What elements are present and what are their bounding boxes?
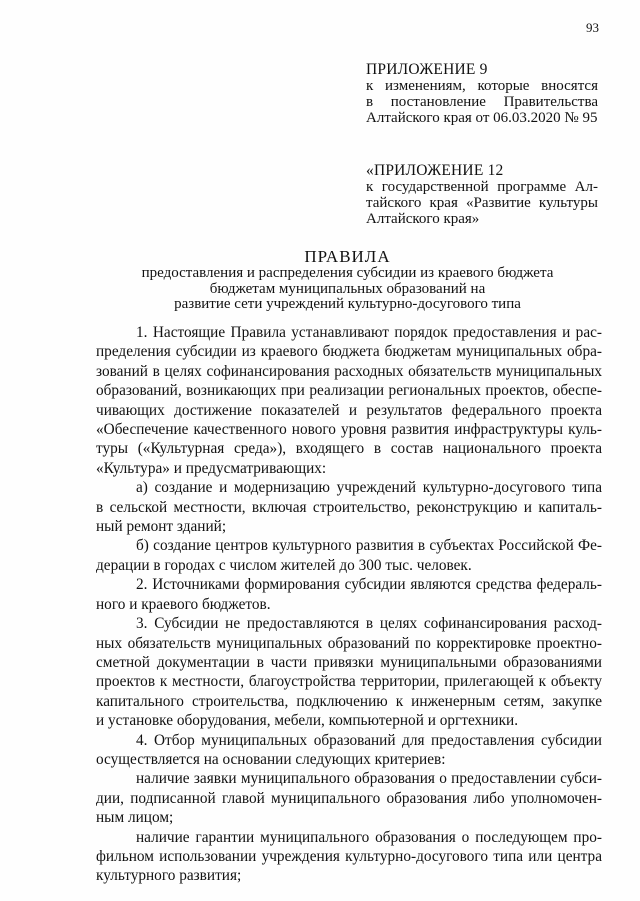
appendix-12-line: к государственной программе Ал- [366,179,598,195]
appendix-12-line: тайского края «Развитие культуры [366,195,598,211]
appendix-12-block [366,163,598,227]
body-line: капитального строительства, подключению к инженерным сетям, закупке [96,692,602,710]
body-line: 1. Настоящие Правила устанавливают порядок предоставления и рас- [136,324,602,341]
appendix-12-line: Алтайского края» [366,211,480,227]
body-line: осуществляется на основании следующих критериев: [96,750,446,768]
body-line: чивающих достижение показателей и результатов федерального проекта [96,401,602,419]
appendix-9-title: ПРИЛОЖЕНИЕ 9 [366,61,488,78]
appendix-9-block [366,62,598,126]
body-line: 3. Субсидии не предоставляются в целях софинансирования расход- [136,615,602,633]
body-line: сметной документации в части привязки муниципальными образованиями [96,653,602,671]
body-line: ным лицом; [96,809,174,827]
appendix-9-line: Алтайского края от 06.03.2020 № 95 [366,110,598,126]
body-line: дии, подписанной главой муниципального образования либо уполномочен- [96,789,602,807]
page-number: 93 [586,20,599,35]
rules-subtitle-line: развитие сети учреждений культурно-досугового типа [174,296,521,312]
body-line: дерации в городах с числом жителей до 300 тыс. человек. [96,556,472,574]
body-line: наличие гарантии муниципального образования о последующем про- [136,828,602,846]
body-line: туры («Культурная среда»), входящего в состав национального проекта [96,440,602,458]
body-line: «Обеспечение качественного нового уровня развития инфраструктуры куль- [96,421,602,439]
body-line: ный ремонт зданий; [96,518,227,536]
body-line: образований, возникающих при реализации региональных проектов, обеспе- [96,382,602,400]
body-line: и установке оборудования, мебели, компьютерной и оргтехники. [96,712,519,730]
body-line: проектов к местности, благоустройства территории, прилегающей к объекту [96,673,602,691]
body-line: ных обязательств муниципальных образований по корректировке проектно- [96,634,602,652]
rules-subtitle-line: бюджетам муниципальных образований на [209,280,486,297]
body-line: пределения субсидии из краевого бюджета бюджетам муниципальных обра- [96,343,602,361]
body-line: а) создание и модернизацию учреждений культурно-досугового типа [136,479,602,497]
appendix-9-line: в постановление Правительства [366,94,598,110]
body-line: культурного развития; [96,867,242,885]
body-line: 2. Источниками формирования субсидии являются средства федераль- [136,576,602,594]
rules-title-block [95,248,600,313]
rules-heading: ПРАВИЛА [304,247,391,266]
body-line: «Культура» и предусматривающих: [96,459,327,477]
appendix-12-title: «ПРИЛОЖЕНИЕ 12 [366,162,504,179]
rules-subtitle-line: предоставления и распределения субсидии из краевого бюджета [141,265,554,281]
rules-body [96,323,602,886]
body-line: наличие заявки муниципального образования о предоставлении субси- [136,770,602,788]
body-line: 4. Отбор муниципальных образований для предоставления субсидии [136,731,602,749]
appendix-9-line: к изменениям, которые вносятся [366,78,598,94]
body-line: б) создание центров культурного развития в субъектах Российской Фе- [136,537,602,555]
body-line: фильном использовании учреждения культурно-досугового типа или центра [96,847,602,865]
body-line: зований в целях софинансирования расходных обязательств муниципальных [96,362,602,380]
body-line: в сельской местности, включая строительство, реконструкцию и капиталь- [96,498,602,516]
body-line: ного и краевого бюджетов. [96,595,271,613]
